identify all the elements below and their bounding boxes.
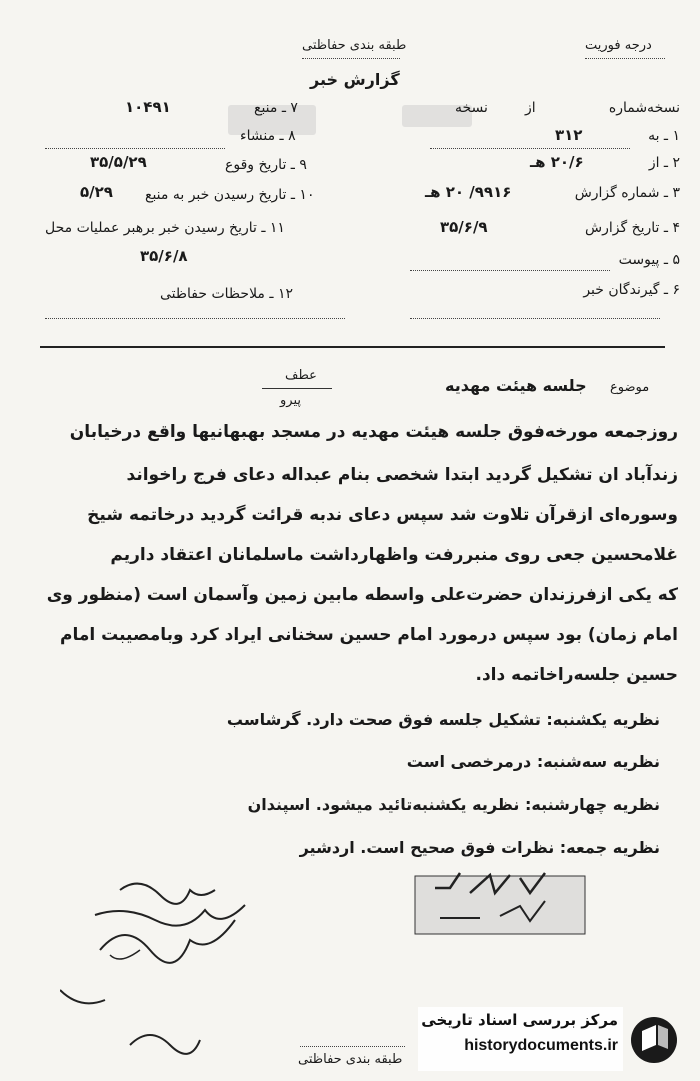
f4-value: ۳۵/۶/۹ — [440, 218, 488, 236]
copy-number-label: نسخه‌شماره — [608, 100, 680, 116]
classification-underline — [302, 58, 400, 59]
f9-value: ۳۵/۵/۲۹ — [90, 153, 147, 171]
f11-label: ۱۱ ـ تاریخ رسیدن خبر برهبر عملیات محل — [45, 220, 285, 236]
f8-label: ۸ ـ منشاء — [240, 128, 296, 144]
priority-label: درجه فوریت — [585, 38, 652, 53]
f7-value: ۱۰۴۹۱ — [125, 98, 171, 116]
f6-label: ۶ ـ گیرندگان خبر — [583, 282, 680, 298]
f8-line — [45, 148, 225, 149]
subject-label: موضوع — [610, 380, 650, 395]
atf-label: عطف — [285, 368, 317, 383]
f4-label: ۴ ـ تاریخ گزارش — [585, 220, 680, 236]
f2-label: ۲ ـ از — [648, 155, 680, 171]
body-line: غلامحسین جعی روی منبررفت واظهارداشت ماسلمانان اعتقاد داریم — [110, 545, 678, 565]
f10-value: ۵/۲۹ — [80, 183, 113, 201]
section-divider — [40, 346, 665, 348]
footer-underline — [300, 1046, 405, 1047]
watermark-logo-icon — [628, 1015, 680, 1065]
footer-classification-label: طبقه بندی حفاظتی — [298, 1052, 403, 1067]
f3-label: ۳ ـ شماره گزارش — [574, 185, 680, 201]
f1-line — [430, 148, 630, 149]
body-line: روزجمعه مورخه‌فوق جلسه هیئت مهدیه در مسجد بهبهانیها واقع درخیابان — [69, 422, 678, 442]
from-label: از — [525, 100, 536, 116]
f1-label: ۱ ـ به — [648, 128, 680, 144]
f7-label: ۷ ـ منبع — [254, 100, 298, 116]
date-stamp — [410, 868, 595, 943]
opinion-line: نظریه جمعه: نظرات فوق صحیح است. اردشیر — [299, 838, 660, 857]
f5-line — [410, 270, 610, 271]
body-line: وسوره‌ای ازقرآن تلاوت شد سپس دعای ندبه قرائت گردید درخاتمه شیخ — [87, 505, 678, 525]
watermark-url: historydocuments.ir — [464, 1037, 618, 1054]
opinion-line: نظریه یکشنبه: تشکیل جلسه فوق صحت دارد. گرشاسب — [226, 710, 660, 729]
opinion-line: نظریه چهارشنبه: نظریه یکشنبه‌تائید میشود. اسپندان — [247, 795, 660, 814]
body-line: امام زمان) بود سپس درمورد امام حسین سخنانی ایراد کرد وبامصیبت امام — [60, 625, 678, 645]
opinion-line: نظریه سه‌شنبه: درمرخصی است — [406, 752, 660, 771]
f11-value: ۳۵/۶/۸ — [140, 247, 188, 265]
watermark — [418, 1007, 688, 1071]
classification-label: طبقه بندی حفاظتی — [302, 38, 407, 53]
f12-line — [45, 318, 345, 319]
f2-value: ۲۰/۶ هـ — [530, 153, 584, 171]
body-line: زندآباد ان تشکیل گردید ابتدا شخصی بنام عبداله دعای فرج راخواند — [126, 465, 678, 485]
f10-label: ۱۰ ـ تاریخ رسیدن خبر به منبع — [145, 187, 315, 203]
copy-label: نسخه — [455, 100, 488, 116]
subject-value: جلسه هیئت مهدیه — [445, 376, 587, 395]
body-line: حسین جلسه‌راخاتمه داد. — [475, 665, 678, 685]
body-line: که یکی ازفرزندان حضرت‌علی واسطه مابین زمین وآسمان است (منظور وی — [46, 585, 678, 605]
f12-label: ۱۲ ـ ملاحظات حفاظتی — [160, 286, 293, 302]
f6-line — [410, 318, 660, 319]
peyro-label: پیرو — [280, 393, 301, 408]
f3-value: ۹۹۱۶/ ۲۰ هـ — [425, 183, 512, 201]
f5-label: ۵ ـ پیوست — [618, 252, 680, 268]
handwritten-signatures — [60, 870, 270, 1070]
report-title: گزارش خبر — [310, 70, 400, 89]
f9-label: ۹ ـ تاریخ وقوع — [225, 157, 307, 173]
priority-underline — [585, 58, 665, 59]
watermark-name: مرکز بررسی اسناد تاریخی — [421, 1011, 618, 1029]
f1-value: ۳۱۲ — [555, 126, 583, 144]
atf-line — [262, 388, 332, 389]
